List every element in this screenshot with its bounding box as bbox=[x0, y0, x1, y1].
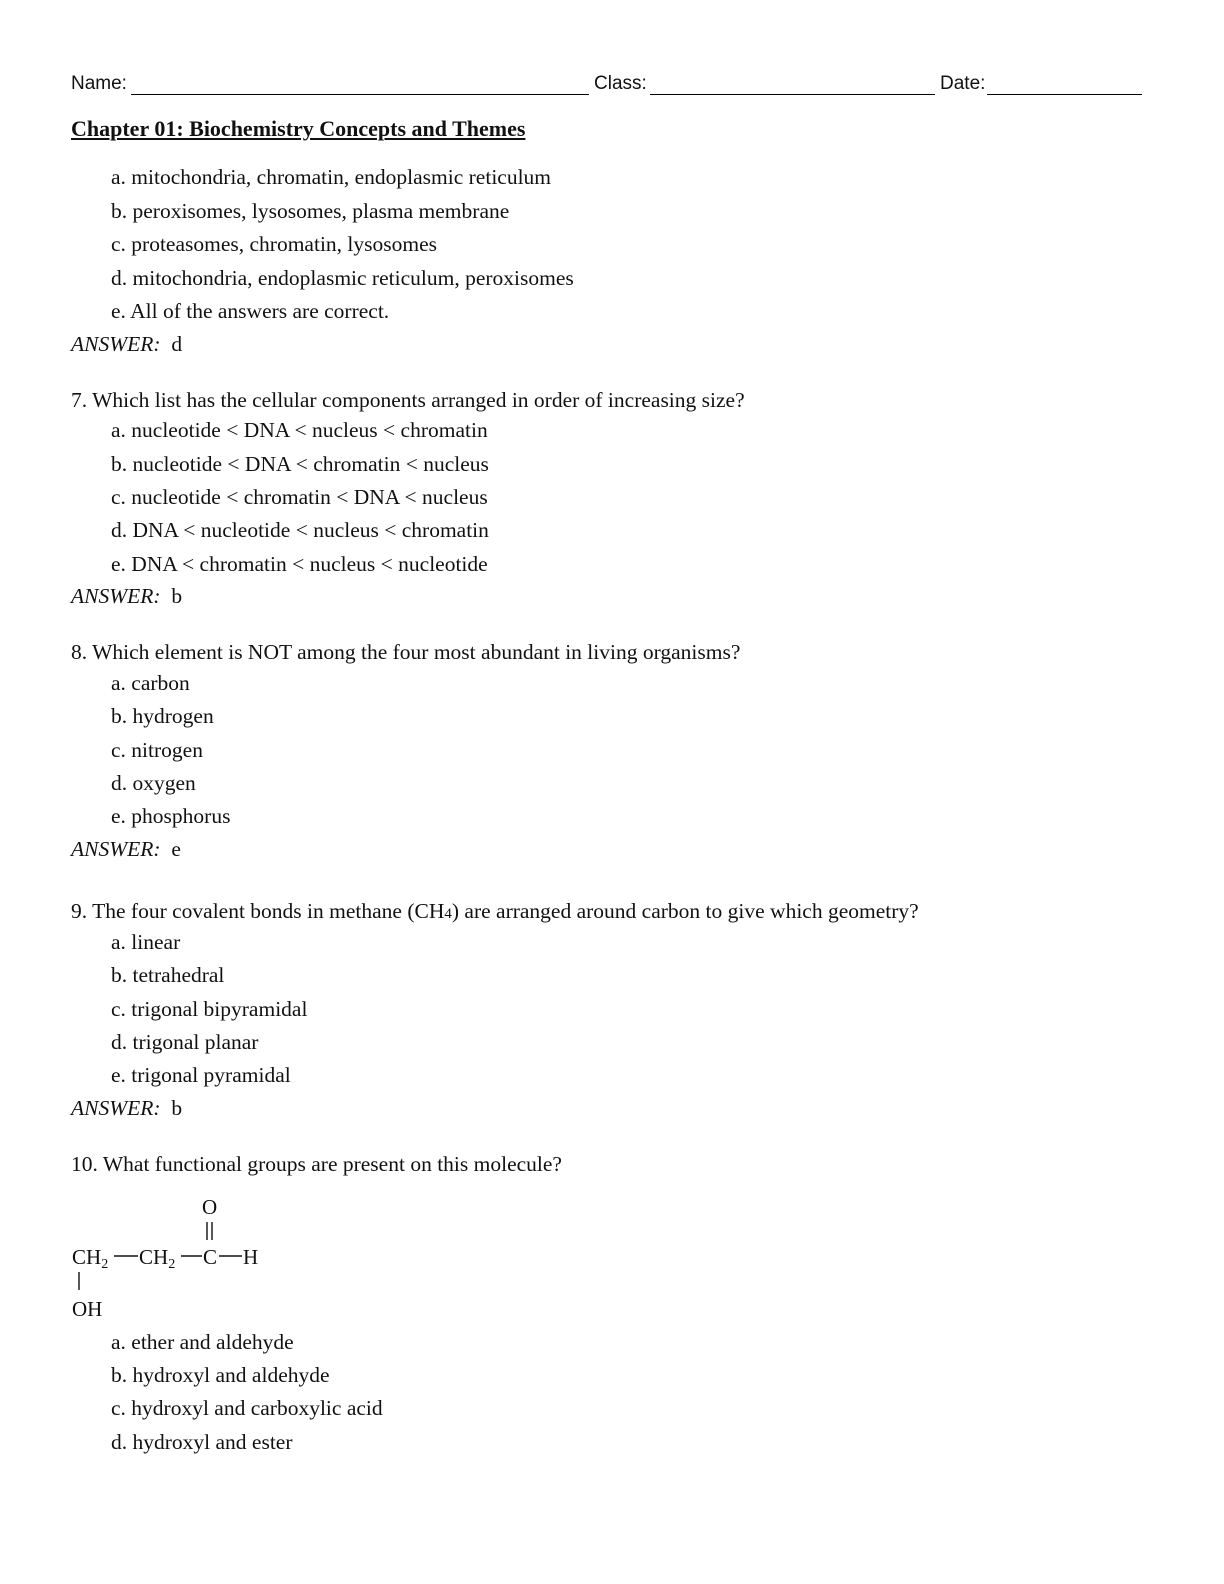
q10-option-d: d. hydroxyl and ester bbox=[111, 1430, 293, 1454]
q10-option-b: b. hydroxyl and aldehyde bbox=[111, 1363, 330, 1387]
q9-answer bbox=[71, 1095, 182, 1121]
q7-answer-value: b bbox=[171, 584, 183, 608]
molecule-structure bbox=[70, 1192, 280, 1322]
q6-answer-value: d bbox=[171, 332, 183, 356]
date-blank-line[interactable] bbox=[987, 94, 1142, 95]
q10-question: 10. What functional groups are present on this molecule? bbox=[71, 1152, 562, 1176]
q7-option-d: d. DNA < nucleotide < nucleus < chromatin bbox=[111, 518, 489, 542]
hydroxyl-group: OH bbox=[72, 1297, 103, 1321]
q7-question: 7. Which list has the cellular components arranged in order of increasing size? bbox=[71, 388, 745, 412]
q9-answer-value: b bbox=[171, 1096, 183, 1120]
class-label: Class: bbox=[594, 73, 647, 94]
oxygen-atom: O bbox=[202, 1195, 218, 1219]
q9-question: 9. The four covalent bonds in methane (CH4) are arranged around carbon to give which geometry? bbox=[71, 899, 919, 923]
answer-label: ANSWER: bbox=[71, 332, 161, 356]
answer-label: ANSWER: bbox=[71, 1096, 161, 1120]
chapter-title: Chapter 01: Biochemistry Concepts and Themes bbox=[71, 116, 526, 141]
q8-option-a: a. carbon bbox=[111, 671, 190, 695]
q7-option-b: b. nucleotide < DNA < chromatin < nucleus bbox=[111, 452, 489, 476]
q8-question: 8. Which element is NOT among the four most abundant in living organisms? bbox=[71, 640, 741, 664]
q10-option-c: c. hydroxyl and carboxylic acid bbox=[111, 1396, 383, 1420]
ch2-group-2: CH2 bbox=[139, 1245, 176, 1272]
q6-answer bbox=[71, 331, 182, 357]
answer-label: ANSWER: bbox=[71, 584, 161, 608]
q6-option-c: c. proteasomes, chromatin, lysosomes bbox=[111, 232, 438, 256]
q6-option-b: b. peroxisomes, lysosomes, plasma membrane bbox=[111, 199, 510, 223]
q6-option-e: e. All of the answers are correct. bbox=[111, 299, 390, 323]
ch2-group-1: CH2 bbox=[72, 1245, 109, 1272]
q8-option-d: d. oxygen bbox=[111, 771, 196, 795]
class-blank-line[interactable] bbox=[650, 94, 935, 95]
q8-answer-value: e bbox=[171, 837, 181, 861]
q8-option-b: b. hydrogen bbox=[111, 704, 214, 728]
carbonyl-carbon: C bbox=[203, 1245, 218, 1269]
q9-option-d: d. trigonal planar bbox=[111, 1030, 259, 1054]
name-blank-line[interactable] bbox=[131, 94, 589, 95]
q7-option-a: a. nucleotide < DNA < nucleus < chromatin bbox=[111, 418, 488, 442]
q8-option-e: e. phosphorus bbox=[111, 804, 231, 828]
q9-option-e: e. trigonal pyramidal bbox=[111, 1063, 291, 1087]
q9-option-c: c. trigonal bipyramidal bbox=[111, 997, 308, 1021]
q9-subscript: 4 bbox=[444, 906, 452, 922]
q7-option-e: e. DNA < chromatin < nucleus < nucleotide bbox=[111, 552, 488, 576]
q6-option-a: a. mitochondria, chromatin, endoplasmic reticulum bbox=[111, 165, 552, 189]
q10-option-a: a. ether and aldehyde bbox=[111, 1330, 294, 1354]
answer-label: ANSWER: bbox=[71, 837, 161, 861]
name-label: Name: bbox=[71, 73, 127, 94]
q9-option-a: a. linear bbox=[111, 930, 181, 954]
q6-option-d: d. mitochondria, endoplasmic reticulum, peroxisomes bbox=[111, 266, 574, 290]
date-label: Date: bbox=[940, 73, 986, 94]
q7-answer bbox=[71, 583, 182, 609]
q7-option-c: c. nucleotide < chromatin < DNA < nucleus bbox=[111, 485, 488, 509]
q9-option-b: b. tetrahedral bbox=[111, 963, 225, 987]
q8-option-c: c. nitrogen bbox=[111, 738, 203, 762]
q8-answer bbox=[71, 836, 181, 862]
hydrogen-atom: H bbox=[243, 1245, 259, 1269]
